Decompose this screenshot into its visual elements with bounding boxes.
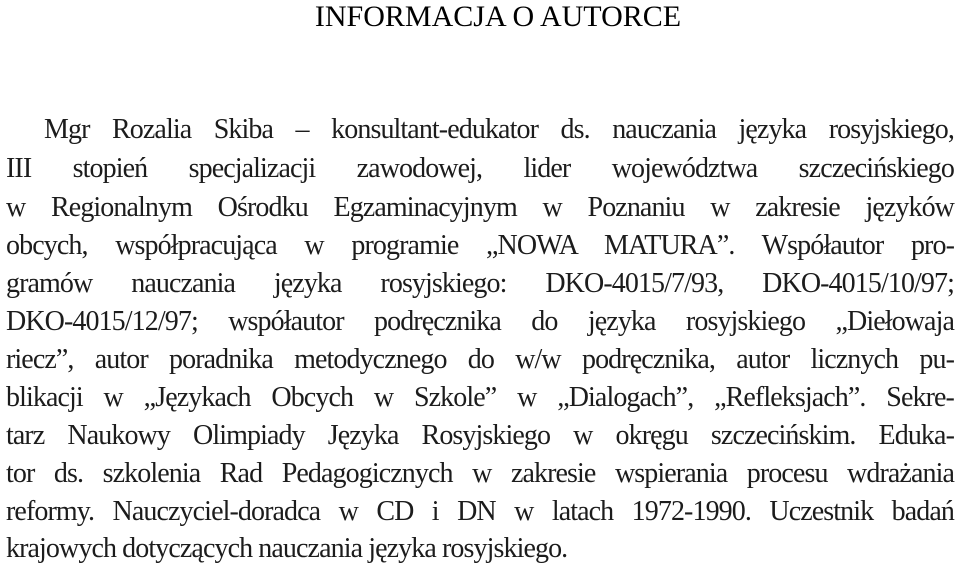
- page-title: INFORMACJA O AUTORCE: [314, 0, 682, 33]
- paragraph-line: blikacji w „Językach Obcych w Szkole” w „Dialogach”, „Refleksjach”. Sekre-: [6, 382, 954, 413]
- paragraph-line: obcych, współpracująca w programie „NOWA MATURA”. Współautor pro-: [6, 230, 954, 261]
- paragraph-line: riecz”, autor poradnika metodycznego do w/w podręcznika, autor licznych pu-: [6, 344, 954, 375]
- paragraph-line: krajowych dotyczących nauczania języka rosyjskiego.: [6, 533, 568, 564]
- paragraph-line: III stopień specjalizacji zawodowej, lider województwa szczecińskiego: [6, 153, 954, 184]
- paragraph-line: gramów nauczania języka rosyjskiego: DKO-4015/7/93, DKO-4015/10/97;: [6, 268, 954, 299]
- paragraph-line: DKO-4015/12/97; współautor podręcznika do języka rosyjskiego „Diełowaja: [6, 306, 954, 337]
- paragraph-line: tor ds. szkolenia Rad Pedagogicznych w zakresie wspierania procesu wdrażania: [6, 458, 954, 489]
- paragraph-line: tarz Naukowy Olimpiady Języka Rosyjskiego w okręgu szczecińskim. Eduka-: [6, 420, 954, 451]
- paragraph-line: reformy. Nauczyciel-doradca w CD i DN w latach 1972-1990. Uczestnik badań: [6, 496, 954, 527]
- paragraph-line: w Regionalnym Ośrodku Egzaminacyjnym w Poznaniu w zakresie języków: [6, 192, 954, 223]
- paragraph-line: Mgr Rozalia Skiba – konsultant-edukator ds. nauczania języka rosyjskiego,: [44, 114, 954, 145]
